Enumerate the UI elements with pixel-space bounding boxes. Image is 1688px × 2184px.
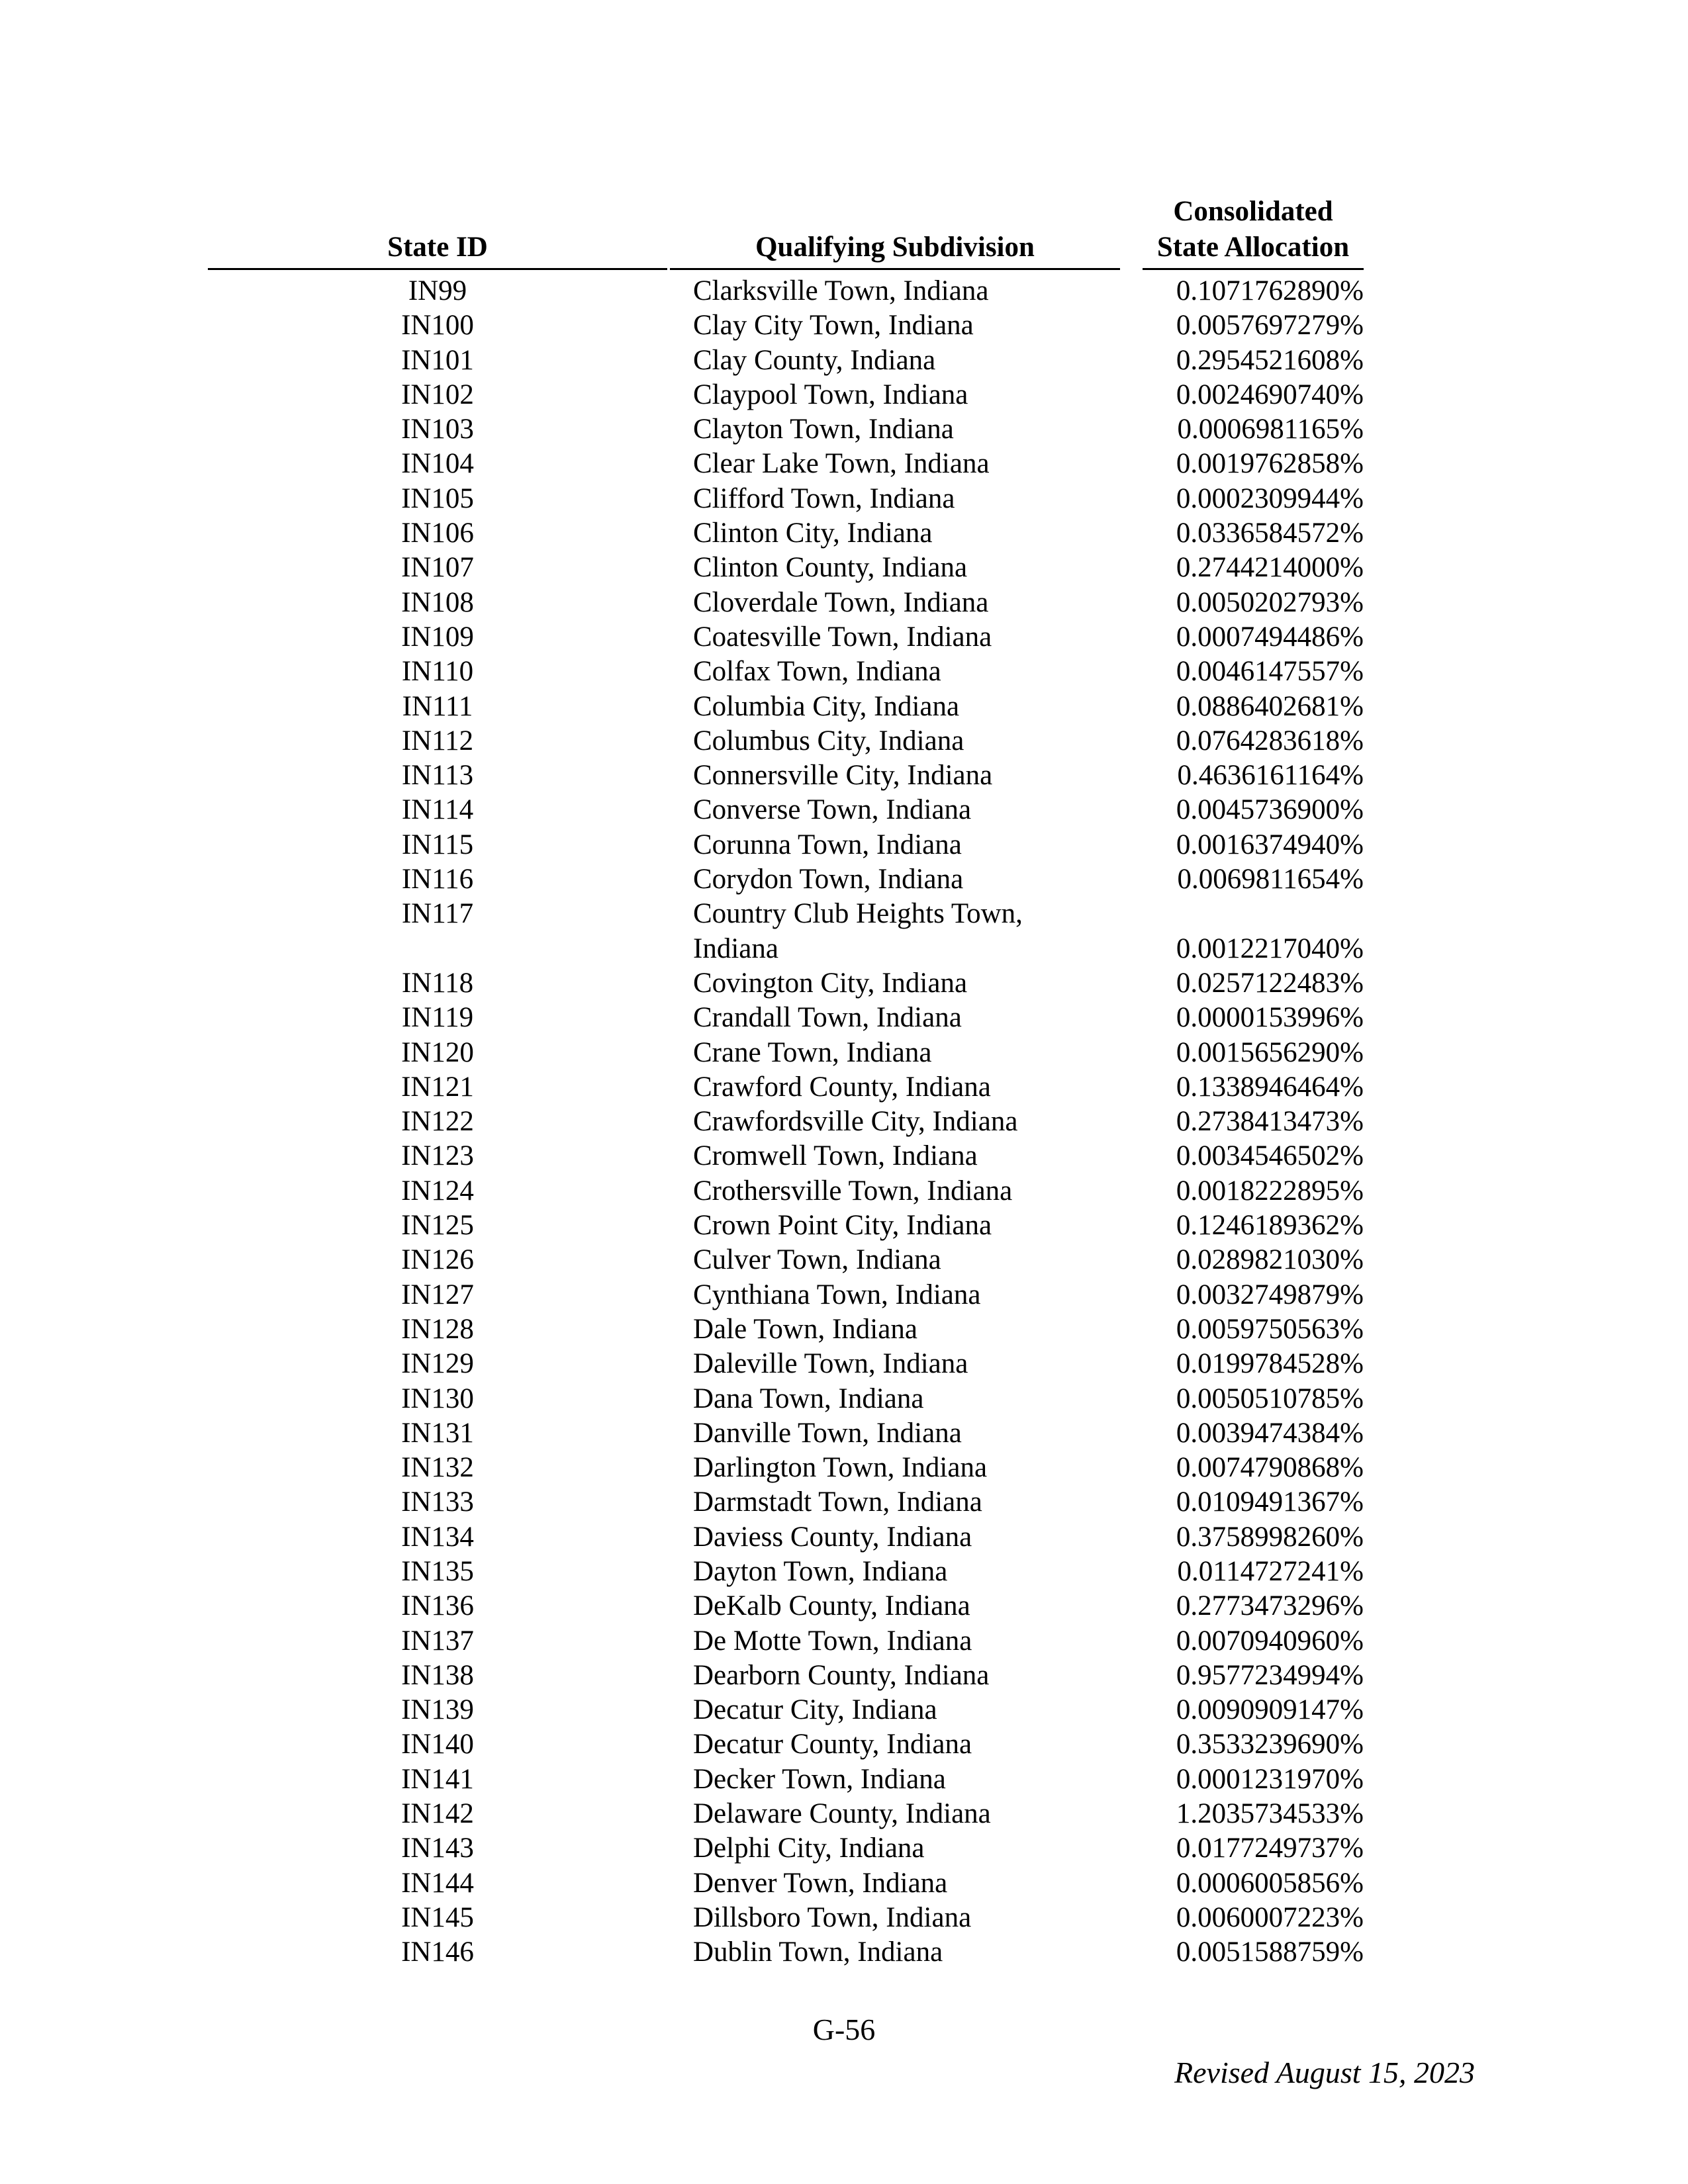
state-id-cell: IN106 [401, 518, 474, 549]
state-id-cell: IN141 [401, 1763, 474, 1795]
table-row [0, 412, 1688, 447]
subdivision-cell: Connersville City, Indiana [693, 760, 993, 792]
subdivision-cell: Clay City Town, Indiana [693, 310, 974, 341]
state-id-cell: IN109 [401, 621, 474, 653]
state-id-cell: IN144 [401, 1867, 474, 1899]
header-consolidated-allocation [1143, 194, 1364, 270]
subdivision-cell: Clinton City, Indiana [693, 518, 933, 549]
allocation-cell: 0.0001231970% [1176, 1763, 1364, 1795]
subdivision-cell: Decatur County, Indiana [693, 1729, 972, 1760]
subdivision-cell: Crawfordsville City, Indiana [693, 1106, 1018, 1138]
table-row [0, 482, 1688, 516]
table-row [0, 447, 1688, 481]
state-id-cell: IN105 [401, 482, 474, 514]
allocation-cell: 0.0050510785% [1176, 1383, 1364, 1414]
state-id-cell: IN101 [401, 344, 474, 376]
header-allocation-line2: State Allocation [1156, 232, 1350, 263]
table-row [0, 828, 1688, 862]
subdivision-cell: Colfax Town, Indiana [693, 656, 941, 688]
allocation-cell: 0.0057697279% [1176, 310, 1364, 341]
allocation-cell: 0.0059750563% [1176, 1313, 1364, 1345]
allocation-cell: 1.2035734533% [1176, 1798, 1364, 1830]
subdivision-cell: De Motte Town, Indiana [693, 1625, 972, 1657]
allocation-cell: 0.0046147557% [1176, 656, 1364, 688]
table-row [0, 1901, 1688, 1935]
allocation-cell: 0.0006005856% [1176, 1867, 1364, 1899]
allocation-cell: 0.0045736900% [1176, 794, 1364, 826]
subdivision-cell: Danville Town, Indiana [693, 1417, 962, 1449]
header-state-id [208, 230, 667, 270]
allocation-cell: 0.0177249737% [1176, 1833, 1364, 1864]
state-id-cell: IN127 [401, 1279, 474, 1310]
subdivision-cell: Columbia City, Indiana [693, 690, 960, 722]
state-id-cell: IN120 [401, 1036, 474, 1068]
allocation-cell: 0.2744214000% [1176, 552, 1364, 584]
table-row [0, 1382, 1688, 1416]
allocation-cell: 0.0006981165% [1177, 414, 1364, 445]
allocation-cell: 0.0289821030% [1176, 1244, 1364, 1276]
table-row [0, 1659, 1688, 1693]
table-row [0, 1624, 1688, 1659]
allocation-cell: 0.0050202793% [1176, 586, 1364, 618]
subdivision-cell: Converse Town, Indiana [693, 794, 972, 826]
table-row [0, 551, 1688, 585]
table-row [0, 1174, 1688, 1208]
subdivision-cell: Cromwell Town, Indiana [693, 1140, 978, 1172]
state-id-cell: IN116 [401, 864, 474, 895]
allocation-cell: 0.3533239690% [1176, 1729, 1364, 1760]
allocation-cell: 0.0007494486% [1176, 621, 1364, 653]
table-row [0, 516, 1688, 551]
allocation-cell: 0.0000153996% [1176, 1002, 1364, 1034]
table-row [0, 1727, 1688, 1762]
state-id-cell: IN111 [402, 690, 473, 722]
allocation-cell: 0.0090909147% [1176, 1694, 1364, 1726]
allocation-cell: 0.0257122483% [1176, 967, 1364, 999]
allocation-cell: 0.0764283618% [1176, 725, 1364, 756]
state-id-cell: IN119 [401, 1002, 474, 1034]
table-row [0, 1208, 1688, 1243]
state-id-cell: IN132 [401, 1452, 474, 1484]
table-row [0, 793, 1688, 827]
subdivision-cell: Clear Lake Town, Indiana [693, 448, 990, 480]
allocation-cell: 0.0109491367% [1176, 1486, 1364, 1518]
state-id-cell: IN104 [401, 448, 474, 480]
table-row [0, 1347, 1688, 1381]
state-id-cell: IN143 [401, 1833, 474, 1864]
subdivision-cell: Decatur City, Indiana [693, 1694, 937, 1726]
table-row [0, 1762, 1688, 1797]
state-id-cell: IN128 [401, 1313, 474, 1345]
allocation-cell: 0.0886402681% [1176, 690, 1364, 722]
subdivision-cell: Clayton Town, Indiana [693, 414, 954, 445]
allocation-cell: 0.0114727241% [1177, 1555, 1364, 1587]
subdivision-cell: Decker Town, Indiana [693, 1763, 946, 1795]
table-row [0, 1485, 1688, 1520]
allocation-cell: 0.0015656290% [1176, 1036, 1364, 1068]
state-id-cell: IN130 [401, 1383, 474, 1414]
table-body [0, 274, 1688, 1970]
state-id-cell: IN114 [401, 794, 474, 826]
allocation-cell: 0.0024690740% [1176, 379, 1364, 410]
allocation-cell: 0.0012217040% [1176, 933, 1364, 964]
state-id-cell: IN100 [401, 310, 474, 341]
table-row [0, 586, 1688, 620]
table-row [0, 1935, 1688, 1970]
allocation-cell: 0.1071762890% [1176, 275, 1364, 306]
state-id-cell: IN146 [401, 1936, 474, 1968]
header-allocation-line1: Consolidated [1173, 196, 1333, 227]
table-row [0, 758, 1688, 793]
subdivision-cell: Crane Town, Indiana [693, 1036, 932, 1068]
allocation-cell: 0.0016374940% [1176, 829, 1364, 860]
subdivision-cell: Darlington Town, Indiana [693, 1452, 988, 1484]
subdivision-cell: Dearborn County, Indiana [693, 1659, 990, 1691]
state-id-cell: IN123 [401, 1140, 474, 1172]
table-row [0, 1278, 1688, 1312]
page-number: G-56 [812, 2013, 876, 2046]
state-id-cell: IN121 [401, 1071, 474, 1103]
subdivision-cell: Dana Town, Indiana [693, 1383, 924, 1414]
allocation-cell: 0.1338946464% [1176, 1071, 1364, 1103]
allocation-cell: 0.0002309944% [1176, 482, 1364, 514]
subdivision-cell: Corunna Town, Indiana [693, 829, 962, 860]
table-row [0, 1139, 1688, 1173]
table-row [0, 897, 1688, 966]
state-id-cell: IN113 [401, 760, 474, 792]
state-id-cell: IN135 [401, 1555, 474, 1587]
subdivision-cell: Dayton Town, Indiana [693, 1555, 948, 1587]
table-row [0, 1001, 1688, 1035]
allocation-cell: 0.0018222895% [1176, 1175, 1364, 1206]
allocation-cell: 0.4636161164% [1177, 760, 1364, 792]
subdivision-cell: DeKalb County, Indiana [693, 1590, 970, 1622]
allocation-cell: 0.0069811654% [1177, 864, 1364, 895]
subdivision-cell: Clinton County, Indiana [693, 552, 968, 584]
allocation-cell: 0.0070940960% [1176, 1625, 1364, 1657]
state-id-cell: IN137 [401, 1625, 474, 1657]
allocation-cell: 0.0051588759% [1176, 1936, 1364, 1968]
state-id-cell: IN103 [401, 414, 474, 445]
subdivision-cell: Cloverdale Town, Indiana [693, 586, 989, 618]
state-id-cell: IN136 [401, 1590, 474, 1622]
subdivision-cell: Daviess County, Indiana [693, 1521, 972, 1553]
state-id-cell: IN124 [401, 1175, 474, 1206]
allocation-cell: 0.2773473296% [1176, 1590, 1364, 1622]
table-row [0, 378, 1688, 412]
table-row [0, 1416, 1688, 1451]
state-id-cell: IN117 [401, 898, 474, 930]
state-id-cell: IN115 [401, 829, 474, 860]
table-row [0, 1589, 1688, 1623]
table-row [0, 1451, 1688, 1485]
state-id-cell: IN108 [401, 586, 474, 618]
subdivision-cell: Country Club Heights Town, Indiana [693, 898, 1023, 964]
state-id-cell: IN126 [401, 1244, 474, 1276]
state-id-cell: IN129 [401, 1348, 474, 1380]
table-row [0, 1866, 1688, 1901]
subdivision-cell: Delphi City, Indiana [693, 1833, 925, 1864]
header-qualifying-subdivision [670, 230, 1120, 270]
table-row [0, 1555, 1688, 1589]
table-row [0, 1312, 1688, 1347]
table-row [0, 274, 1688, 308]
table-header [0, 196, 1688, 270]
state-id-cell: IN122 [401, 1106, 474, 1138]
subdivision-cell: Denver Town, Indiana [693, 1867, 948, 1899]
allocation-cell: 0.0019762858% [1176, 448, 1364, 480]
allocation-cell: 0.3758998260% [1176, 1521, 1364, 1553]
table-row [0, 862, 1688, 897]
table-row [0, 1105, 1688, 1139]
state-id-cell: IN134 [401, 1521, 474, 1553]
subdivision-cell: Claypool Town, Indiana [693, 379, 968, 410]
state-id-cell: IN112 [401, 725, 474, 756]
state-id-cell: IN140 [401, 1729, 474, 1760]
state-id-cell: IN125 [401, 1210, 474, 1242]
subdivision-cell: Darmstadt Town, Indiana [693, 1486, 982, 1518]
state-id-cell: IN145 [401, 1901, 474, 1933]
table-row [0, 1036, 1688, 1070]
header-state-id-label: State ID [387, 232, 488, 263]
subdivision-cell: Culver Town, Indiana [693, 1244, 941, 1276]
table-row [0, 620, 1688, 655]
subdivision-cell: Dillsboro Town, Indiana [693, 1901, 972, 1933]
subdivision-cell: Dublin Town, Indiana [693, 1936, 943, 1968]
table-row [0, 1520, 1688, 1555]
allocation-cell: 0.1246189362% [1176, 1210, 1364, 1242]
table-row [0, 1797, 1688, 1831]
state-id-cell: IN139 [401, 1694, 474, 1726]
subdivision-cell: Crothersville Town, Indiana [693, 1175, 1013, 1206]
state-id-cell: IN138 [401, 1659, 474, 1691]
table-row [0, 655, 1688, 689]
state-id-cell: IN131 [401, 1417, 474, 1449]
revision-date: Revised August 15, 2023 [1174, 2056, 1475, 2089]
subdivision-cell: Crandall Town, Indiana [693, 1002, 962, 1034]
subdivision-cell: Cynthiana Town, Indiana [693, 1279, 981, 1310]
state-id-cell: IN133 [401, 1486, 474, 1518]
state-id-cell: IN99 [408, 275, 467, 306]
allocation-cell: 0.0074790868% [1176, 1452, 1364, 1484]
subdivision-cell: Clarksville Town, Indiana [693, 275, 989, 306]
state-id-cell: IN107 [401, 552, 474, 584]
allocation-cell: 0.0032749879% [1176, 1279, 1364, 1310]
allocation-cell: 0.9577234994% [1176, 1659, 1364, 1691]
table-row [0, 1693, 1688, 1727]
table-row [0, 1243, 1688, 1277]
subdivision-cell: Corydon Town, Indiana [693, 864, 964, 895]
table-row [0, 690, 1688, 724]
allocation-cell: 0.0039474384% [1176, 1417, 1364, 1449]
allocation-cell: 0.0060007223% [1176, 1901, 1364, 1933]
subdivision-cell: Delaware County, Indiana [693, 1798, 991, 1830]
subdivision-cell: Covington City, Indiana [693, 967, 968, 999]
subdivision-cell: Crawford County, Indiana [693, 1071, 991, 1103]
table-row [0, 343, 1688, 378]
subdivision-cell: Clay County, Indiana [693, 344, 936, 376]
table-row [0, 1070, 1688, 1105]
table-row [0, 966, 1688, 1001]
subdivision-cell: Daleville Town, Indiana [693, 1348, 968, 1380]
subdivision-cell: Columbus City, Indiana [693, 725, 964, 756]
subdivision-cell: Crown Point City, Indiana [693, 1210, 992, 1242]
state-id-cell: IN142 [401, 1798, 474, 1830]
state-id-cell: IN102 [401, 379, 474, 410]
table-row [0, 724, 1688, 758]
allocation-cell: 0.2738413473% [1176, 1106, 1364, 1138]
state-id-cell: IN110 [401, 656, 474, 688]
table-row [0, 308, 1688, 343]
subdivision-cell: Dale Town, Indiana [693, 1313, 917, 1345]
allocation-cell: 0.0034546502% [1176, 1140, 1364, 1172]
allocation-cell: 0.0336584572% [1176, 518, 1364, 549]
subdivision-cell: Clifford Town, Indiana [693, 482, 955, 514]
allocation-cell: 0.2954521608% [1176, 344, 1364, 376]
header-subdivision-label: Qualifying Subdivision [755, 232, 1035, 263]
subdivision-cell: Coatesville Town, Indiana [693, 621, 992, 653]
state-id-cell: IN118 [401, 967, 474, 999]
allocation-cell: 0.0199784528% [1176, 1348, 1364, 1380]
table-row [0, 1831, 1688, 1866]
